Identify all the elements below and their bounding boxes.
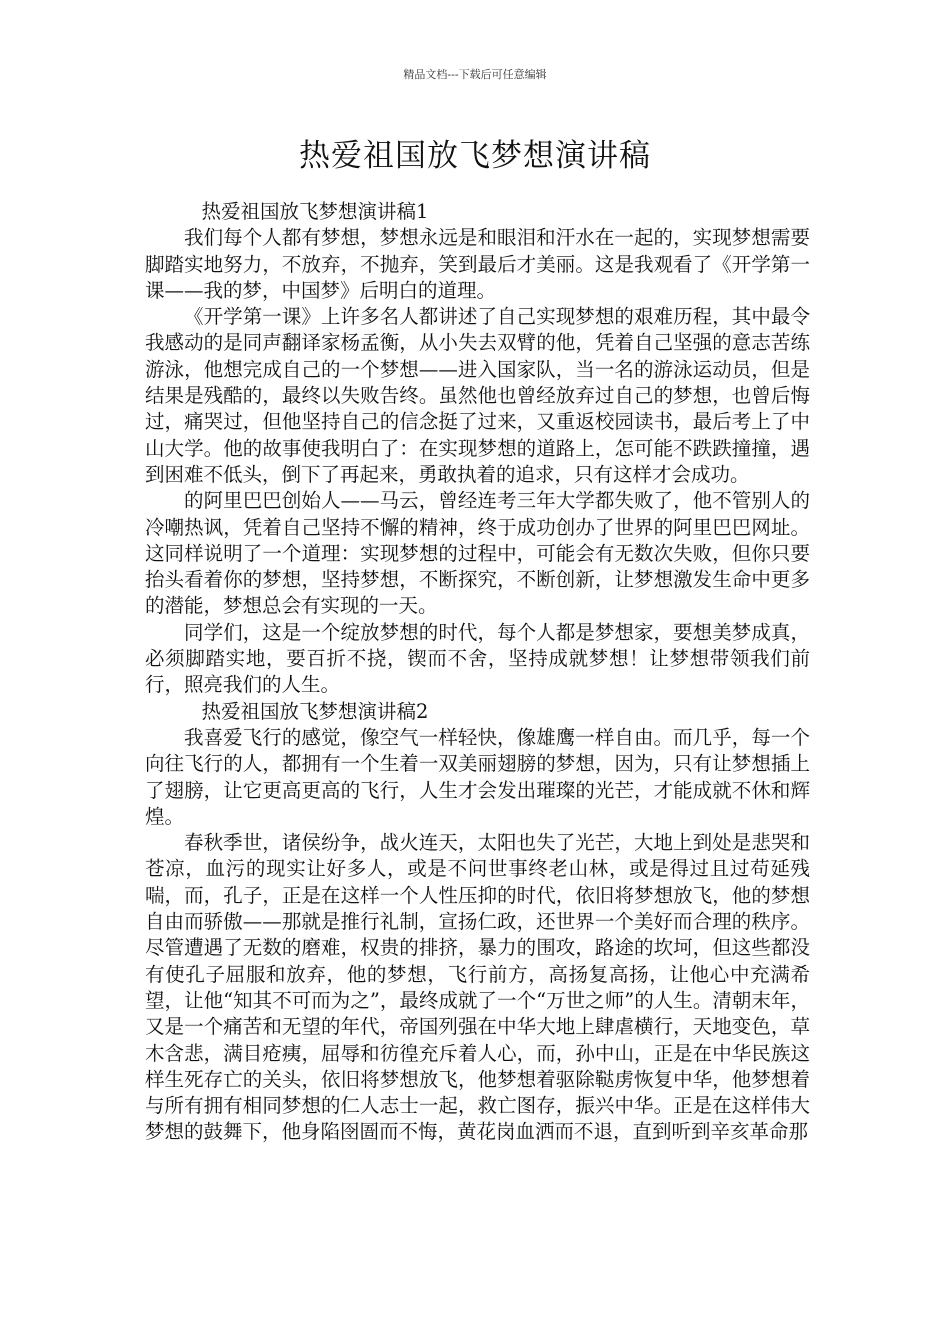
document-body: [145, 199, 810, 1146]
paragraph: 同学们，这是一个绽放梦想的时代，每个人都是梦想家，要想美梦成真，必须脚踏实地，要百折不挠，锲而不舍，坚持成就梦想！让梦想带领我们前行，照亮我们的人生。: [145, 620, 810, 697]
document-title: 热爱祖国放飞梦想演讲稿: [299, 138, 651, 174]
section-heading: 热爱祖国放飞梦想演讲稿1: [201, 200, 429, 223]
paragraph: 春秋季世，诸侯纷争，战火连天，太阳也失了光芒，大地上到处是悲哭和苍凉，血污的现实让好多人，或是不问世事终老山林，或是得过且过苟延残喘，而，孔子，正是在这样一个人性压抑的时代，依旧将梦想放飞，他的梦想自由而骄傲——那就是推行礼制，宣扬仁政，还世界一个美好而合理的秩序。尽管遭遇了无数的磨难，权贵的排挤，暴力的围攻，路途的坎坷，但这些都没有使孔子屈服和放弃，他的梦想，飞行前方，高扬复高扬，让他心中充满希望，让他“知其不可而为之”，最终成就了一个“万世之师”的人生。清朝末年，又是一个痛苦和无望的年代，帝国列强在中华大地上肆虐横行，天地变色，草木含悲，满目疮痍，屈辱和彷徨充斥着人心，而，孙中山，正是在中华民族这样生死存亡的关头，依旧将梦想放飞，他梦想着驱除鞑虏恢复中华，他梦想着与所有拥有相同梦想的仁人志士一起，救亡图存，振兴中华。正是在这样伟大梦想的鼓舞下，他身陷囹圄而不悔，黄花岗血洒而不退，直到听到辛亥革命那: [145, 831, 810, 1144]
paragraph: 我们每个人都有梦想，梦想永远是和眼泪和汗水在一起的，实现梦想需要脚踏实地努力，不放弃，不抛弃，笑到最后才美丽。这是我观看了《开学第一课——我的梦，中国梦》后明白的道理。: [145, 226, 810, 302]
section-heading: 热爱祖国放飞梦想演讲稿2: [201, 699, 429, 723]
paragraph: 我喜爱飞行的感觉，像空气一样轻快，像雄鹰一样自由。而几乎，每一个向往飞行的人，都拥有一个生着一双美丽翅膀的梦想，因为，只有让梦想插上了翅膀，让它更高更高的飞行，人生才会发出璀璨的光芒，才能成就不休和辉煌。: [145, 725, 810, 828]
page-header: 精品文档---下载后可任意编辑: [403, 68, 547, 81]
paragraph: 的阿里巴巴创始人——马云，曾经连考三年大学都失败了，他不管别人的冷嘲热讽，凭着自己坚持不懈的精神，终于成功创办了世界的阿里巴巴网址。这同样说明了一个道理：实现梦想的过程中，可能会有无数次失败，但你只要抬头看着你的梦想，坚持梦想，不断探究，不断创新，让梦想激发生命中更多的潜能，梦想总会有实现的一天。: [145, 489, 810, 618]
paragraph: 《开学第一课》上许多名人都讲述了自己实现梦想的艰难历程，其中最令我感动的是同声翻译家杨孟衡，从小失去双臂的他，凭着自己坚强的意志苦练游泳，他想完成自己的一个梦想——进入国家队，当一名的游泳运动员，但是结果是残酷的，最终以失败告终。虽然他也曾经放弃过自己的梦想，也曾后悔过，痛哭过，但他坚持自己的信念挺了过来，又重返校园读书，最后考上了中山大学。他的故事使我明白了：在实现梦想的道路上，怎可能不跌跌撞撞，遇到困难不低头，倒下了再起来，勇敢执着的追求，只有这样才会成功。: [145, 305, 810, 486]
